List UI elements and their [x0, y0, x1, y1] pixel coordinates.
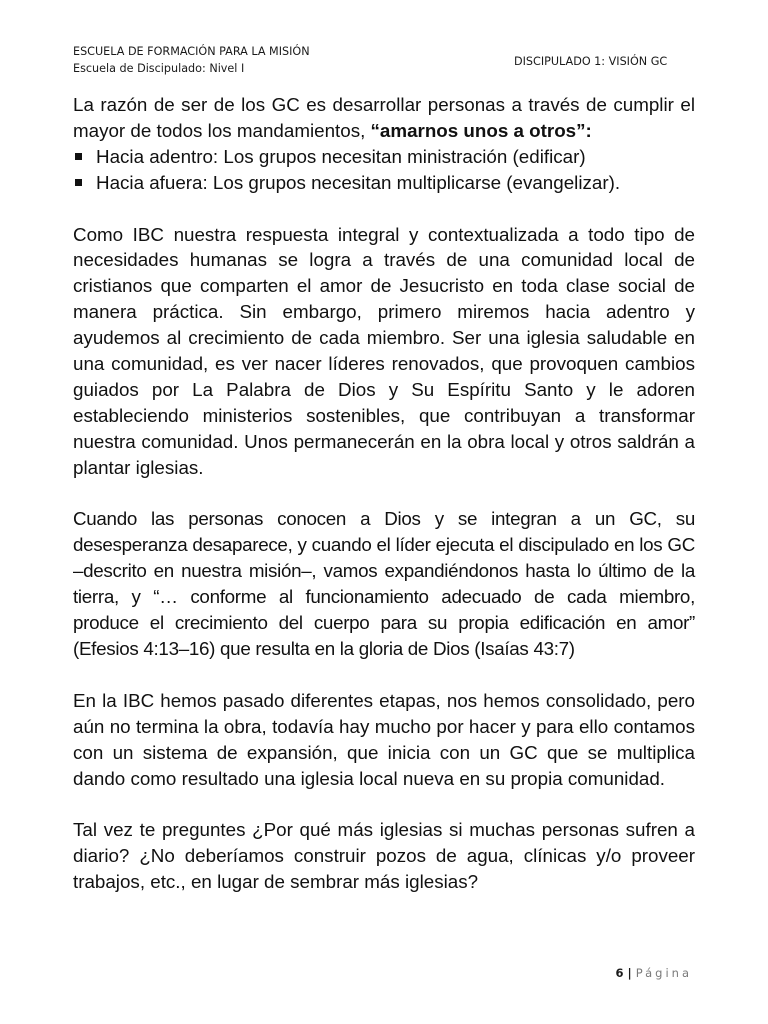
intro-text: La razón de ser de los GC es desarrollar personas a través de cumplir el mayor de todos los mandamientos,: [73, 94, 695, 141]
intro-bold-text: “amarnos unos a otros”:: [370, 119, 592, 141]
page-number: 6: [615, 966, 624, 980]
intro-paragraph: [73, 92, 695, 144]
page-header: [73, 43, 310, 77]
bullet-item-outward: Hacia afuera: Los grupos necesitan multiplicarse (evangelizar).: [73, 170, 695, 196]
header-level: Escuela de Discipulado: Nivel I: [73, 62, 245, 75]
header-school-title: ESCUELA DE FORMACIÓN PARA LA MISIÓN: [73, 45, 310, 58]
page-footer: [615, 966, 692, 980]
document-body: [73, 92, 695, 921]
paragraph-expansion: En la IBC hemos pasado diferentes etapas, nos hemos consolidado, pero aún no termina la obra, todavía hay mucho por hacer y para ello contamos con un sistema de expansión, que inicia con un GC que se multiplica dando como resultado una iglesia local nueva en su propia comunidad.: [73, 689, 695, 789]
bullet-item-inward: Hacia adentro: Los grupos necesitan ministración (edificar): [73, 144, 695, 170]
paragraph-question: Tal vez te preguntes ¿Por qué más iglesias si muchas personas sufren a diario? ¿No deberíamos construir pozos de agua, clínicas y/o proveer trabajos, etc., en lugar de sembrar más iglesias?: [73, 819, 695, 893]
page-label: Página: [635, 966, 692, 980]
paragraph-discipleship: Cuando las personas conocen a Dios y se integran a un GC, su desesperanza desaparece, y cuando el líder ejecuta el discipulado en los GC –descrito en nuestra misión–, vamos expandiéndonos hasta lo último de la tierra, y “… conforme al funcionamiento adecuado de cada miembro, produce el crecimiento del cuerpo para su propia edificación en amor” (Efesios 4:13–16) que resulta en la gloria de Dios (Isaías 43:7): [73, 508, 695, 659]
header-course-title: DISCIPULADO 1: VISIÓN GC: [514, 55, 668, 68]
paragraph-ibc-response: Como IBC nuestra respuesta integral y contextualizada a todo tipo de necesidades humanas se logra a través de una comunidad local de cristianos que comparten el amor de Jesucristo en toda clase social de manera práctica. Sin embargo, primero miremos hacia adentro y ayudemos al crecimiento de cada miembro. Ser una iglesia saludable en una comunidad, es ver nacer líderes renovados, que provoquen cambios guiados por La Palabra de Dios y Su Espíritu Santo y le adoren estableciendo ministerios sostenibles, que contribuyan a transformar nuestra comunidad. Unos permanecerán en la obra local y otros saldrán a plantar iglesias.: [73, 223, 695, 478]
bullet-list: [73, 144, 695, 196]
footer-separator: |: [627, 966, 632, 980]
